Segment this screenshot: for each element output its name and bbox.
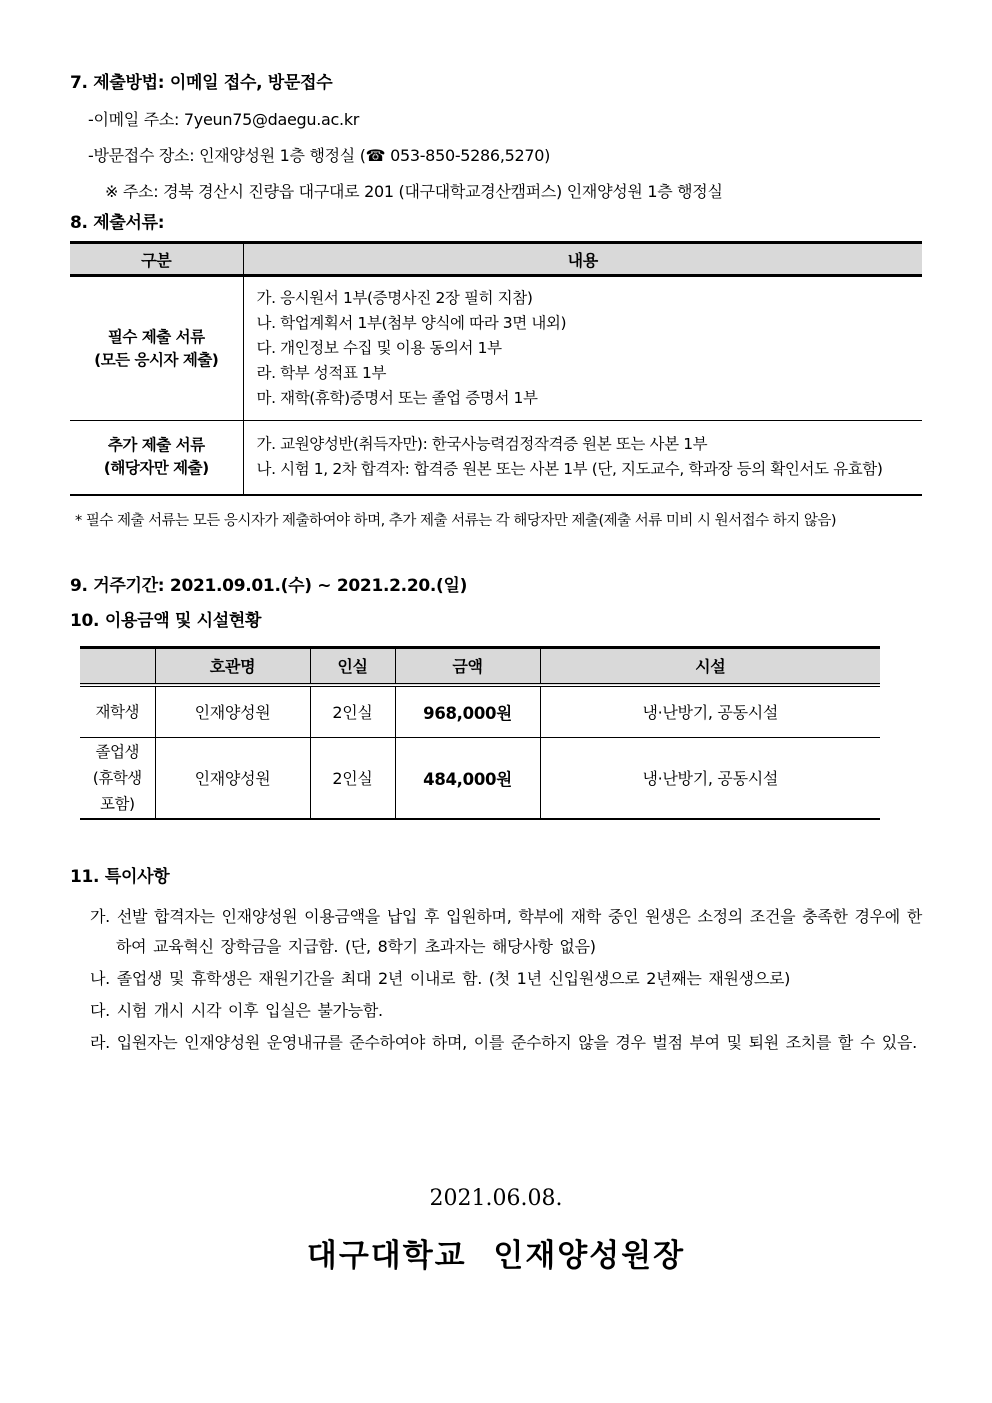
column-header-content: 내용: [243, 243, 922, 276]
column-header-facility: 시설: [540, 647, 880, 685]
building-cell: 인재양성원: [155, 737, 310, 819]
special-note-item: 나. 졸업생 및 휴학생은 재원기간을 최대 2년 이내로 함. (첫 1년 신입원생으로 2년째는 재원생으로): [90, 969, 791, 988]
column-header-room: 인실: [310, 647, 395, 685]
facility-cell: 냉·난방기, 공동시설: [540, 737, 880, 819]
student-type-note: 포함): [100, 794, 135, 813]
doc-item: 가. 교원양성반(취득자만): 한국사능력검정작격증 원본 또는 사본 1부: [256, 435, 708, 454]
room-cell: 2인실: [310, 685, 395, 737]
doc-item: 나. 시험 1, 2차 합격자: 합격증 원본 또는 사본 1부 (단, 지도교수, 학과장 등의 확인서도 유효함): [256, 460, 883, 479]
doc-item: 다. 개인정보 수집 및 이용 동의서 1부: [256, 339, 502, 357]
price-cell: 968,000원: [395, 685, 540, 737]
required-docs-content-cell: [243, 276, 922, 421]
table-row: [70, 421, 922, 495]
column-header-type: [80, 647, 155, 685]
additional-docs-category-cell: [70, 421, 243, 495]
issuer-signature: 대구대학교 인재양성원장: [306, 1238, 686, 1274]
table-row-enrolled: [80, 685, 880, 737]
table-row: [70, 276, 922, 421]
special-note-item: 라. 입원자는 인재양성원 운영내규를 준수하여야 하며, 이를 준수하지 않을 경우 벌점 부여 및 퇴원 조치를 할 수 있음.: [90, 1033, 917, 1052]
student-type: 재학생: [95, 702, 139, 721]
category-title: 필수 제출 서류: [107, 327, 205, 346]
address-note-line: ※ 주소: 경북 경산시 진량읍 대구대로 201 (대구대학교경산캠퍼스) 인재양성원 1층 행정실: [105, 182, 723, 201]
room-cell: 2인실: [310, 737, 395, 819]
doc-item: 가. 응시원서 1부(증명사진 2장 필히 지참): [256, 289, 533, 307]
fee-facility-table: [80, 646, 880, 821]
submission-documents-table: [70, 241, 922, 496]
section10-title: 10. 이용금액 및 시설현황: [70, 610, 262, 631]
column-header-building: 호관명: [155, 647, 310, 685]
additional-docs-content-cell: [243, 421, 922, 495]
doc-item: 마. 재학(휴학)증명서 또는 졸업 증명서 1부: [256, 389, 538, 407]
section11-title: 11. 특이사항: [70, 867, 170, 887]
category-subtitle: (해당자만 제출): [103, 459, 209, 478]
visit-reception-line: -방문접수 장소: 인재양성원 1층 행정실 (☎ 053-850-5286,5270): [88, 146, 551, 165]
table-row-graduate: [80, 737, 880, 819]
special-note-item: 다. 시험 개시 시각 이후 입실은 불가능함.: [90, 1001, 383, 1020]
table-header-row: [80, 647, 880, 685]
issue-date: 2021.06.08.: [429, 1186, 563, 1211]
section7-title: 7. 제출방법: 이메일 접수, 방문접수: [70, 73, 333, 93]
email-address-line: -이메일 주소: 7yeun75@daegu.ac.kr: [88, 110, 360, 129]
price-cell: 484,000원: [395, 737, 540, 819]
special-note-item: 가. 선발 합격자는 인재양성원 이용금액을 납입 후 입원하며, 학부에 재학 중인 원생은 소정의 조건을 충족한 경우에 한하여 교육혁신 장학금을 지급함. (단, 8학기 초과자는 해당사항 없음): [90, 907, 922, 956]
column-header-price: 금액: [395, 647, 540, 685]
building-cell: 인재양성원: [155, 685, 310, 737]
table-header-row: [70, 243, 922, 276]
required-docs-category-cell: [70, 276, 243, 421]
student-type: 졸업생: [95, 742, 139, 761]
section9-title: 9. 거주기간: 2021.09.01.(수) ~ 2021.2.20.(일): [70, 575, 468, 596]
student-type-cell: [80, 685, 155, 737]
student-type-note: (휴학생: [92, 768, 142, 787]
category-subtitle: (모든 응시자 제출): [94, 350, 219, 369]
submission-footnote: * 필수 제출 서류는 모든 응시자가 제출하여야 하며, 추가 제출 서류는 각 해당자만 제출(제출 서류 미비 시 원서접수 하지 않음): [75, 512, 837, 529]
doc-item: 나. 학업계획서 1부(첨부 양식에 따라 3면 내외): [256, 314, 567, 332]
student-type-cell: [80, 737, 155, 819]
column-header-category: 구분: [70, 243, 243, 276]
facility-cell: 냉·난방기, 공동시설: [540, 685, 880, 737]
section8-title: 8. 제출서류:: [70, 213, 165, 233]
category-title: 추가 제출 서류: [107, 436, 205, 455]
doc-item: 라. 학부 성적표 1부: [256, 364, 387, 382]
